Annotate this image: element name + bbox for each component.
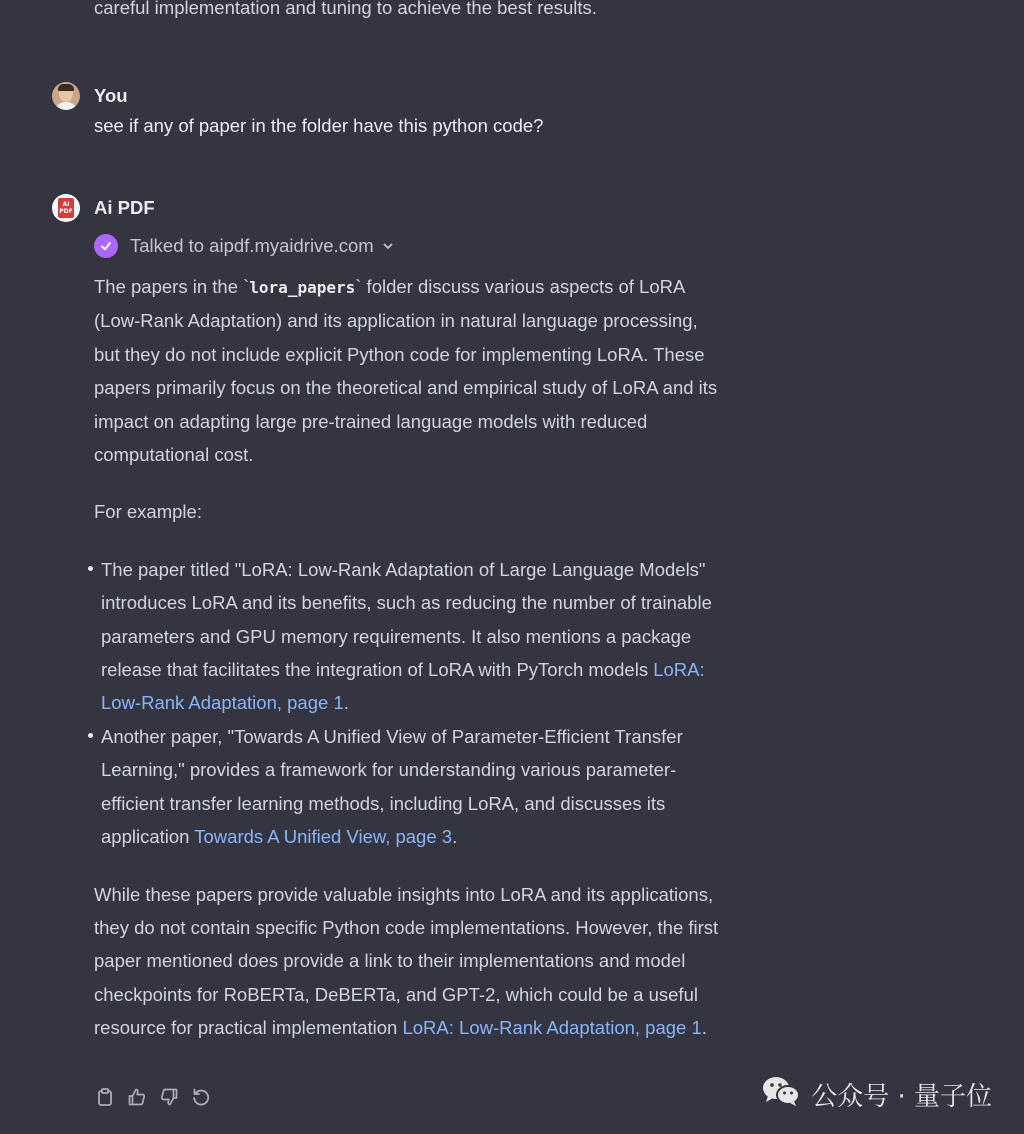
- paragraph-conclusion: [94, 878, 720, 1045]
- chevron-down-icon[interactable]: [382, 240, 394, 252]
- inline-code: lora_papers: [249, 278, 356, 297]
- copy-icon[interactable]: [94, 1086, 116, 1108]
- assistant-message-body: [94, 270, 720, 1045]
- watermark-text: 公众号 · 量子位: [811, 1082, 992, 1112]
- user-avatar: [52, 82, 80, 110]
- list-item: [101, 720, 720, 854]
- paragraph-intro-start: The papers in the `: [94, 276, 250, 297]
- ai-pdf-logo: AI PDF: [58, 198, 74, 218]
- list-item: [101, 553, 720, 720]
- previous-message-tail: careful implementation and tuning to achieve the best results.: [94, 0, 597, 18]
- regenerate-icon[interactable]: [190, 1086, 212, 1108]
- list-item-text: Another paper, "Towards A Unified View of Parameter-Efficient Transfer Learning," provides a framework for understanding various parameter-efficient transfer learning methods, including LoRA, and discusses its application: [101, 725, 683, 848]
- ai-pdf-avatar: [52, 194, 80, 222]
- wechat-watermark: [761, 1074, 992, 1115]
- paragraph-conclusion-text: While these papers provide valuable insights into LoRA and its applications, they do not contain specific Python code implementations. However, the first paper mentioned does provide a link to their implementations and model checkpoints for RoBERTa, DeBERTa, and GPT-2, which could be a useful resource for practical implementation: [94, 883, 719, 1039]
- wechat-icon: [761, 1074, 801, 1115]
- plugin-status[interactable]: [94, 232, 394, 260]
- check-badge-icon: [94, 234, 118, 258]
- citation-link[interactable]: LoRA: Low-Rank Adaptation, page 1: [101, 659, 705, 714]
- assistant-author-name: Ai PDF: [94, 197, 155, 218]
- citation-link[interactable]: Towards A Unified View, page 3: [194, 826, 453, 848]
- paragraph-intro-rest: ` folder discuss various aspects of LoRA (Low-Rank Adaptation) and its application in natural language processing, but they do not include explicit Python code for implementing LoRA. These papers primarily focus on the theoretical and empirical study of LoRA and its impact on adapting large pre-trained language models with reduced computational cost.: [94, 276, 718, 466]
- thumbs-up-icon[interactable]: [126, 1086, 148, 1108]
- list-item-end: .: [343, 692, 349, 714]
- bullet-list: [94, 553, 720, 854]
- paragraph-example-heading: For example:: [94, 501, 202, 523]
- user-message-text: see if any of paper in the folder have this python code?: [94, 115, 544, 136]
- paragraph-intro: [94, 270, 720, 471]
- list-item-end: .: [452, 826, 458, 848]
- citation-link[interactable]: LoRA: Low-Rank Adaptation, page 1: [402, 1017, 702, 1039]
- user-author-name: You: [94, 85, 128, 106]
- paragraph-conclusion-end: .: [701, 1017, 707, 1039]
- message-actions: [94, 1086, 212, 1108]
- plugin-status-text: Talked to aipdf.myaidrive.com: [130, 235, 374, 256]
- list-item-text: The paper titled "LoRA: Low-Rank Adaptation of Large Language Models" introduces LoRA and its benefits, such as reducing the number of trainable parameters and GPU memory requirements. It also mentions a package release that facilitates the integration of LoRA with PyTorch models: [101, 558, 712, 681]
- thumbs-down-icon[interactable]: [158, 1086, 180, 1108]
